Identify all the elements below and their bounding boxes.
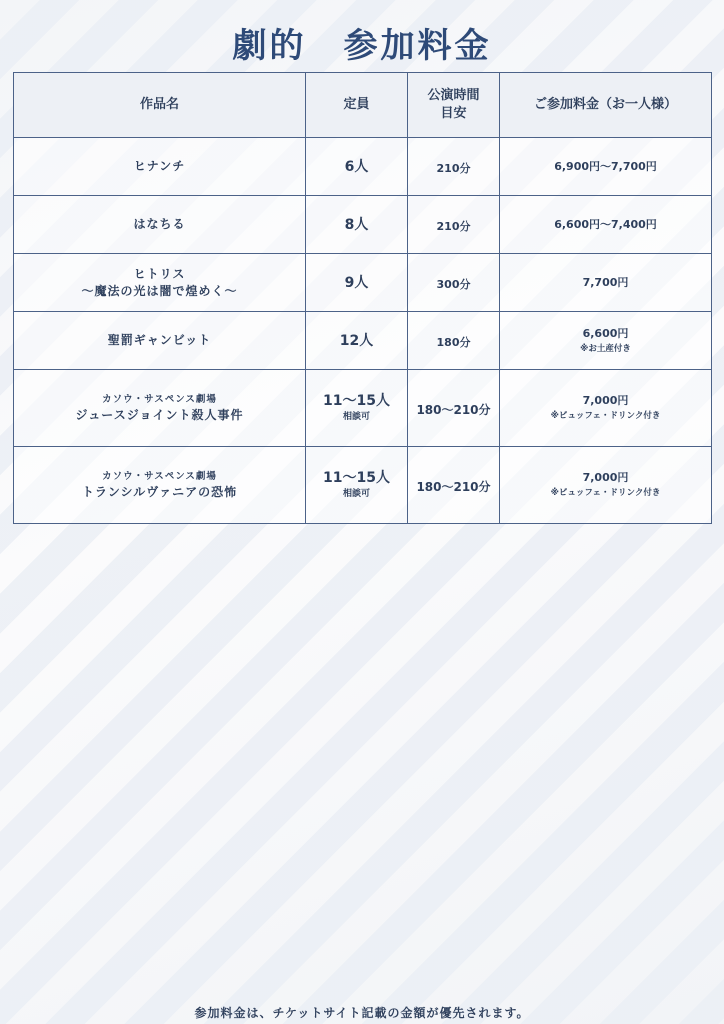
cell-duration: 300分 xyxy=(408,254,500,312)
table-row xyxy=(14,370,712,447)
cell-duration: 210分 xyxy=(408,138,500,196)
cell-duration: 180分 xyxy=(408,312,500,370)
table-header-row xyxy=(14,73,712,138)
cell-price: 6,900円〜7,700円 xyxy=(500,138,712,196)
cell-price: 7,700円 xyxy=(500,254,712,312)
table-row xyxy=(14,196,712,254)
table-row xyxy=(14,447,712,524)
cell-capacity: 12人 xyxy=(306,312,408,370)
cell-price: 6,600円〜7,400円 xyxy=(500,196,712,254)
header-duration: 公演時間 目安 xyxy=(408,73,500,138)
cell-duration: 210分 xyxy=(408,196,500,254)
cell-duration: 180〜210分 xyxy=(408,370,500,447)
footer-note: 参加料金は、チケットサイト記載の金額が優先されます。 xyxy=(194,1006,530,1020)
cell-capacity: 11〜15人 相談可 xyxy=(306,447,408,524)
cell-capacity: 11〜15人 相談可 xyxy=(306,370,408,447)
cell-price: 7,000円 ※ビュッフェ・ドリンク付き xyxy=(500,447,712,524)
table-row xyxy=(14,254,712,312)
cell-title: ヒナンチ xyxy=(14,138,306,196)
header-price: ご参加料金（お一人様） xyxy=(500,73,712,138)
table-row xyxy=(14,312,712,370)
cell-price: 7,000円 ※ビュッフェ・ドリンク付き xyxy=(500,370,712,447)
cell-price: 6,600円 ※お土産付き xyxy=(500,312,712,370)
cell-title: はなちる xyxy=(14,196,306,254)
cell-duration: 180〜210分 xyxy=(408,447,500,524)
cell-title: カソウ・サスペンス劇場 ジュースジョイント殺人事件 xyxy=(14,370,306,447)
cell-capacity: 8人 xyxy=(306,196,408,254)
cell-title: カソウ・サスペンス劇場 トランシルヴァニアの恐怖 xyxy=(14,447,306,524)
page-title: 劇的 参加料金 xyxy=(232,26,492,66)
cell-capacity: 9人 xyxy=(306,254,408,312)
header-capacity: 定員 xyxy=(306,73,408,138)
cell-title: 聖罰ギャンビット xyxy=(14,312,306,370)
cell-capacity: 6人 xyxy=(306,138,408,196)
price-table xyxy=(13,72,712,524)
cell-title: ヒトリス 〜魔法の光は闇で煌めく〜 xyxy=(14,254,306,312)
table-row xyxy=(14,138,712,196)
header-title: 作品名 xyxy=(14,73,306,138)
